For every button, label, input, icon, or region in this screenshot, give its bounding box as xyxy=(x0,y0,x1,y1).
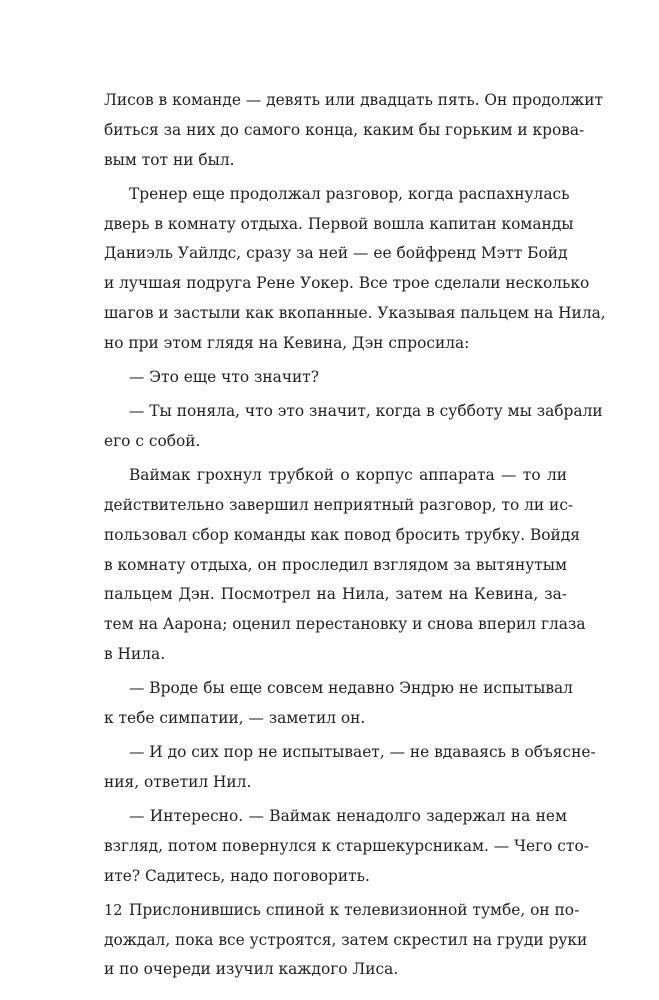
text-line: пальцем Дэн. Посмотрел на Нила, затем на Кевина, за- xyxy=(104,585,567,604)
text-line: Лисов в команде — девять или двадцать пять. Он продолжит xyxy=(104,91,603,109)
page-number: 12 xyxy=(104,903,123,919)
text-line: — Интересно. — Ваймак ненадолго задержал на нем xyxy=(129,807,567,826)
text-line: Даниэль Уайлдс, сразу за ней — ее бойфренд Мэтт Бойд xyxy=(104,244,568,263)
paragraph xyxy=(104,461,586,670)
text-line: Ваймак грохнул трубкой о корпус аппарата — то ли xyxy=(129,466,567,485)
text-line: но при этом глядя на Кевина, Дэн спросила: xyxy=(104,333,470,352)
text-line: — Это еще что значит? xyxy=(129,367,320,386)
text-line: Прислонившись спиной к телевизионной тумбе, он по- xyxy=(129,900,580,919)
paragraph xyxy=(104,86,603,175)
paragraph xyxy=(104,738,596,798)
text-line: дверь в комнату отдыха. Первой вошла капитан команды xyxy=(104,214,574,233)
text-line: — Ты поняла, что это значит, когда в субботу мы забрали xyxy=(129,402,603,421)
text-line: в комнату отдыха, он проследил взглядом за вытянутым xyxy=(104,555,568,574)
text-line: в Нила. xyxy=(104,644,166,663)
text-line: дождал, пока все устроятся, затем скрестил на груди руки xyxy=(104,930,588,949)
paragraph xyxy=(104,674,573,734)
text-line: — Вроде бы еще совсем недавно Эндрю не испытывал xyxy=(129,679,573,698)
paragraph xyxy=(104,397,603,457)
text-line: тем на Аарона; оценил перестановку и снова вперил глаза xyxy=(104,615,586,634)
text-line: вым тот ни был. xyxy=(104,150,235,169)
text-line: его с собой. xyxy=(104,431,201,450)
text-line: ите? Садитесь, надо поговорить. xyxy=(104,866,370,885)
text-line: — И до сих пор не испытывает, — не вдаваясь в объясне- xyxy=(129,743,596,762)
body-text xyxy=(104,86,606,990)
text-line: шагов и застыли как вкопанные. Указывая пальцем на Нила, xyxy=(104,303,606,322)
text-line: и по очереди изучил каждого Лиса. xyxy=(104,960,399,979)
paragraph xyxy=(104,180,606,359)
paragraph xyxy=(104,802,589,891)
text-line: и лучшая подруга Рене Уокер. Все трое сделали несколько xyxy=(104,274,590,293)
text-line: взгляд, потом повернулся к старшекурсникам. — Чего сто- xyxy=(104,836,589,855)
text-line: пользовал сбор команды как повод бросить трубку. Войдя xyxy=(104,525,580,544)
text-line: ния, ответил Нил. xyxy=(104,772,252,791)
paragraph xyxy=(104,363,567,393)
text-line: действительно завершил неприятный разговор, то ли ис- xyxy=(104,495,574,514)
text-line: Тренер еще продолжал разговор, когда распахнулась xyxy=(129,184,570,203)
text-line: биться за них до самого конца, каким бы горьким и крова- xyxy=(104,120,585,139)
paragraph xyxy=(104,896,588,985)
text-line: к тебе симпатии, — заметил он. xyxy=(104,708,366,727)
